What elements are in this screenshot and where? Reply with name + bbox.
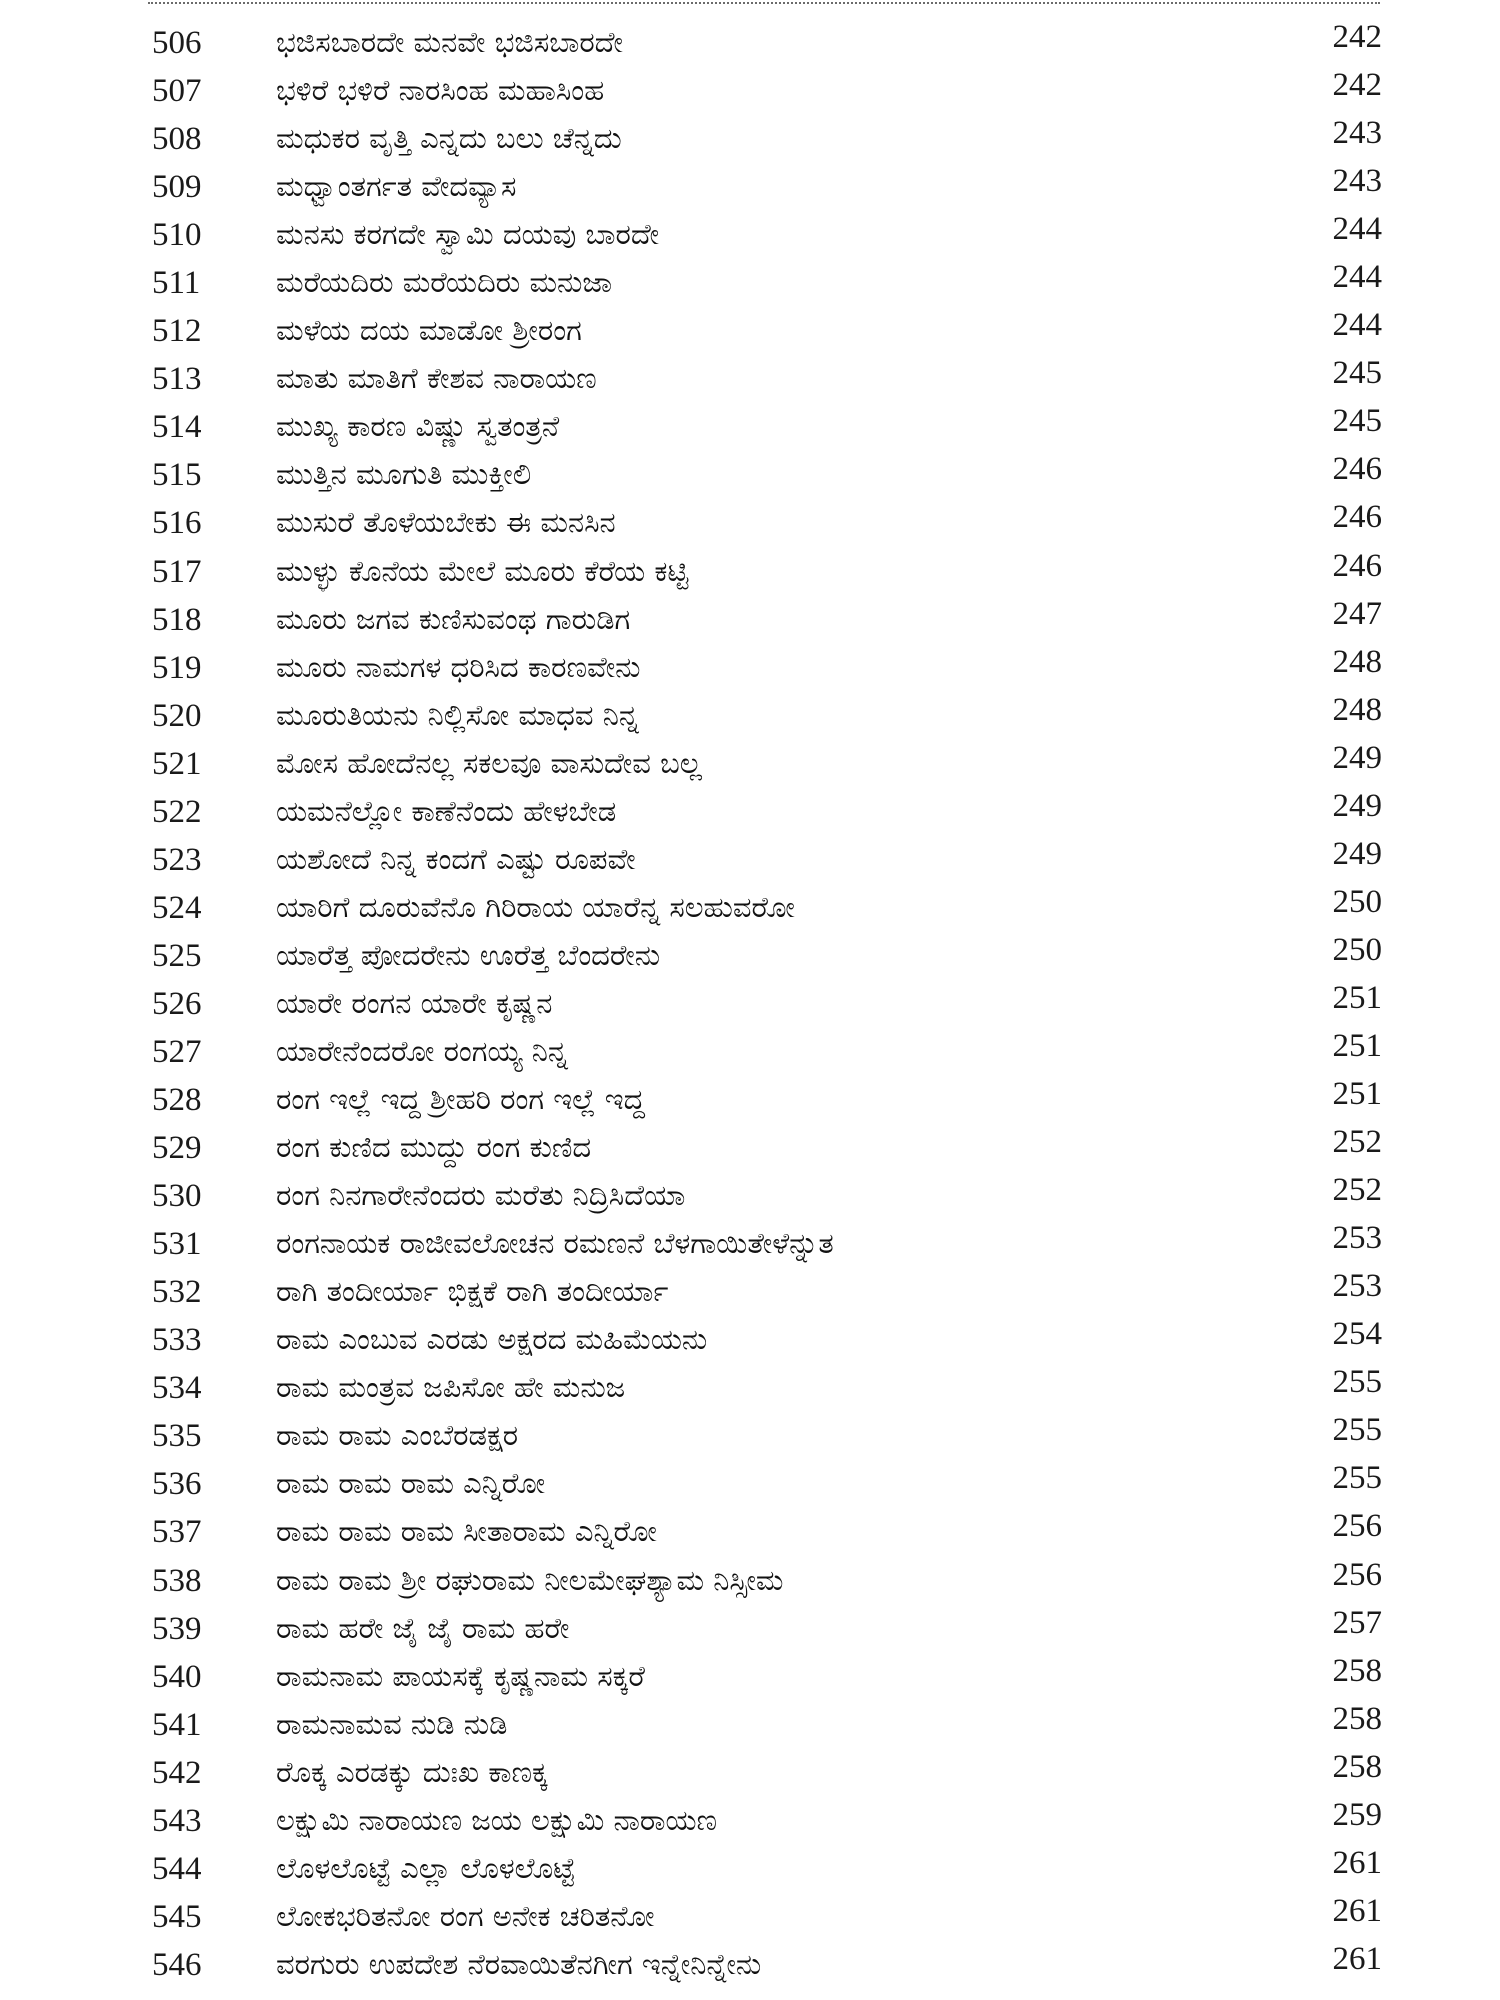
entry-number: 512 <box>152 313 202 350</box>
entry-page-number: 242 <box>1332 67 1382 104</box>
entry-title: ರಂಗ ಇಲ್ಲೆ ಇದ್ದ ಶ್ರೀಹರಿ ರಂಗ ಇಲ್ಲೆ ಇದ್ದ <box>276 1082 645 1117</box>
entry-page-number: 261 <box>1332 1940 1382 1977</box>
entry-title: ಮೂರುತಿಯನು ನಿಲ್ಲಿಸೋ ಮಾಧವ ನಿನ್ನ <box>276 697 639 732</box>
entry-number: 506 <box>152 25 202 61</box>
entry-page-number: 249 <box>1332 787 1382 824</box>
entry-number: 537 <box>152 1514 202 1551</box>
toc-entry <box>0 1170 1500 1218</box>
entry-number: 513 <box>152 361 202 398</box>
entry-number: 543 <box>152 1802 202 1839</box>
entry-title: ಮೂರು ನಾಮಗಳ ಧರಿಸಿದ ಕಾರಣವೇನು <box>276 649 641 684</box>
table-of-contents <box>0 17 1500 1987</box>
entry-title: ಮೋಸ ಹೋದೆನಲ್ಲ ಸಕಲವೂ ವಾಸುದೇವ ಬಲ್ಲ <box>276 745 702 780</box>
toc-entry <box>0 305 1500 353</box>
toc-entry <box>0 1074 1500 1122</box>
toc-entry <box>0 353 1500 401</box>
entry-number: 510 <box>152 217 202 254</box>
entry-number: 521 <box>152 745 202 782</box>
toc-entry <box>0 257 1500 305</box>
toc-entry <box>0 1843 1500 1891</box>
toc-entry <box>0 1699 1500 1747</box>
entry-page-number: 252 <box>1332 1172 1382 1209</box>
toc-entry <box>0 1410 1500 1458</box>
entry-title: ವರಗುರು ಉಪದೇಶ ನೆರವಾಯಿತೆನಗೀಗ ಇನ್ನೇನಿನ್ನೇನು <box>276 1946 762 1981</box>
toc-entry <box>0 449 1500 497</box>
entry-title: ಯಾರೇನೆಂದರೋ ರಂಗಯ್ಯ ನಿನ್ನ <box>276 1033 568 1068</box>
entry-title: ರಂಗನಾಯಕ ರಾಜೀವಲೋಚನ ರಮಣನೆ ಬೆಳಗಾಯಿತೇಳೆನ್ನುತ <box>276 1226 834 1261</box>
entry-title: ಯಾರೆತ್ತ ಪೋದರೇನು ಊರೆತ್ತ ಬೆಂದರೇನು <box>276 937 661 972</box>
toc-entry <box>0 1555 1500 1603</box>
entry-number: 507 <box>152 73 202 110</box>
entry-title: ಮನಸು ಕರಗದೇ ಸ್ವಾಮಿ ದಯವು ಬಾರದೇ <box>276 217 660 252</box>
toc-entry <box>0 978 1500 1026</box>
entry-number: 540 <box>152 1658 202 1695</box>
toc-entry <box>0 882 1500 930</box>
entry-title: ಲೊಳಲೊಟ್ಟೆ ಎಲ್ಲಾ ಲೊಳಲೊಟ್ಟೆ <box>276 1850 576 1885</box>
entry-page-number: 255 <box>1332 1412 1382 1449</box>
entry-page-number: 246 <box>1332 451 1382 488</box>
entry-title: ರಾಮ ರಾಮ ಎಂಬೆರಡಕ್ಷರ <box>276 1418 519 1453</box>
toc-entry <box>0 546 1500 594</box>
entry-number: 538 <box>152 1562 202 1599</box>
toc-entry <box>0 1891 1500 1939</box>
entry-page-number: 253 <box>1332 1268 1382 1305</box>
entry-title: ಲೋಕಭರಿತನೋ ರಂಗ ಅನೇಕ ಚರಿತನೋ <box>276 1898 655 1933</box>
entry-title: ರಂಗ ನಿನಗಾರೇನೆಂದರು ಮರೆತು ನಿದ್ರಿಸಿದೆಯಾ <box>276 1178 686 1213</box>
entry-title: ಮುಸುರೆ ತೊಳೆಯಬೇಕು ಈ ಮನಸಿನ <box>276 505 616 540</box>
entry-page-number: 248 <box>1332 643 1382 680</box>
entry-number: 508 <box>152 121 202 158</box>
entry-page-number: 243 <box>1332 115 1382 152</box>
entry-title: ರಾಮ ರಾಮ ಶ್ರೀ ರಘುರಾಮ ನೀಲಮೇಘಶ್ಯಾಮ ನಿಸ್ಸೀಮ <box>276 1562 784 1597</box>
entry-page-number: 258 <box>1332 1652 1382 1689</box>
entry-page-number: 245 <box>1332 355 1382 392</box>
entry-title: ಭಜಿಸಬಾರದೇ ಮನವೇ ಭಜಿಸಬಾರದೇ <box>276 25 623 59</box>
entry-number: 511 <box>152 265 201 302</box>
entry-number: 528 <box>152 1082 202 1119</box>
entry-title: ರಾಮನಾಮವ ನುಡಿ ನುಡಿ <box>276 1706 508 1741</box>
entry-title: ಭಳಿರೆ ಭಳಿರೆ ನಾರಸಿಂಹ ಮಹಾಸಿಂಹ <box>276 73 605 108</box>
entry-page-number: 250 <box>1332 883 1382 920</box>
toc-entry <box>0 1026 1500 1074</box>
entry-number: 529 <box>152 1130 202 1167</box>
toc-entry <box>0 1747 1500 1795</box>
entry-number: 526 <box>152 985 202 1022</box>
entry-page-number: 259 <box>1332 1796 1382 1833</box>
entry-page-number: 251 <box>1332 1027 1382 1064</box>
entry-number: 535 <box>152 1418 202 1455</box>
entry-page-number: 251 <box>1332 979 1382 1016</box>
entry-title: ಯಶೋದೆ ನಿನ್ನ ಕಂದಗೆ ಎಷ್ಟು ರೂಪವೇ <box>276 841 636 876</box>
entry-page-number: 258 <box>1332 1700 1382 1737</box>
entry-number: 509 <box>152 169 202 206</box>
entry-page-number: 244 <box>1332 259 1382 296</box>
entry-page-number: 246 <box>1332 547 1382 584</box>
entry-title: ಮೂರು ಜಗವ ಕುಣಿಸುವಂಥ ಗಾರುಡಿಗ <box>276 601 631 636</box>
entry-title: ಮಧುಕರ ವೃತ್ತಿ ಎನ್ನದು ಬಲು ಚೆನ್ನದು <box>276 121 622 156</box>
entry-title: ರಾಗಿ ತಂದೀರ್ಯಾ ಭಿಕ್ಷಕೆ ರಾಗಿ ತಂದೀರ್ಯಾ <box>276 1274 669 1309</box>
entry-title: ಮುತ್ತಿನ ಮೂಗುತಿ ಮುಕ್ತೀಲಿ <box>276 457 532 492</box>
entry-title: ಯಮನೆಲ್ಲೋ ಕಾಣೆನೆಂದು ಹೇಳಬೇಡ <box>276 793 617 828</box>
toc-entry <box>0 209 1500 257</box>
toc-entry <box>0 690 1500 738</box>
entry-page-number: 261 <box>1332 1892 1382 1929</box>
toc-entry <box>0 497 1500 545</box>
toc-entry <box>0 834 1500 882</box>
toc-entry <box>0 1458 1500 1506</box>
toc-entry <box>0 1122 1500 1170</box>
entry-page-number: 257 <box>1332 1604 1382 1641</box>
entry-page-number: 246 <box>1332 499 1382 536</box>
entry-number: 536 <box>152 1466 202 1503</box>
entry-number: 531 <box>152 1226 202 1263</box>
entry-number: 539 <box>152 1610 202 1647</box>
toc-entry <box>0 1795 1500 1843</box>
entry-title: ರಾಮ ಮಂತ್ರವ ಜಪಿಸೋ ಹೇ ಮನುಜ <box>276 1370 626 1405</box>
entry-page-number: 255 <box>1332 1460 1382 1497</box>
entry-number: 523 <box>152 841 202 878</box>
toc-entry <box>0 161 1500 209</box>
entry-title: ರಾಮ ರಾಮ ರಾಮ ಎನ್ನಿರೋ <box>276 1466 546 1501</box>
toc-entry <box>0 1939 1500 1987</box>
entry-number: 520 <box>152 697 202 734</box>
entry-page-number: 244 <box>1332 211 1382 248</box>
entry-number: 534 <box>152 1370 202 1407</box>
toc-entry <box>0 594 1500 642</box>
entry-title: ರಂಗ ಕುಣಿದ ಮುದ್ದು ರಂಗ ಕುಣಿದ <box>276 1130 592 1165</box>
entry-title: ರಾಮ ಹರೇ ಜೈ ಜೈ ರಾಮ ಹರೇ <box>276 1610 570 1645</box>
entry-title: ಮಾತು ಮಾತಿಗೆ ಕೇಶವ ನಾರಾಯಣ <box>276 361 597 396</box>
toc-entry <box>0 65 1500 113</box>
entry-number: 532 <box>152 1274 202 1311</box>
entry-page-number: 249 <box>1332 835 1382 872</box>
entry-page-number: 248 <box>1332 691 1382 728</box>
entry-number: 525 <box>152 937 202 974</box>
toc-entry <box>0 1314 1500 1362</box>
entry-title: ಮರೆಯದಿರು ಮರೆಯದಿರು ಮನುಜಾ <box>276 265 613 300</box>
top-dotted-rule <box>148 2 1380 4</box>
entry-title: ಮುಳ್ಳು ಕೊನೆಯ ಮೇಲೆ ಮೂರು ಕೆರೆಯ ಕಟ್ಟಿ <box>276 553 689 588</box>
entry-number: 533 <box>152 1322 202 1359</box>
entry-page-number: 251 <box>1332 1076 1382 1113</box>
toc-entry <box>0 1651 1500 1699</box>
entry-page-number: 242 <box>1332 19 1382 55</box>
entry-number: 545 <box>152 1898 202 1935</box>
entry-page-number: 243 <box>1332 163 1382 200</box>
toc-entry <box>0 930 1500 978</box>
entry-title: ಮಳೆಯ ದಯ ಮಾಡೋ ಶ್ರೀರಂಗ <box>276 313 582 348</box>
toc-entry <box>0 1218 1500 1266</box>
toc-entry <box>0 642 1500 690</box>
entry-title: ರಾಮನಾಮ ಪಾಯಸಕ್ಕೆ ಕೃಷ್ಣನಾಮ ಸಕ್ಕರೆ <box>276 1658 645 1693</box>
entry-title: ಯಾರೇ ರಂಗನ ಯಾರೇ ಕೃಷ್ಣನ <box>276 985 553 1020</box>
toc-entry <box>0 1506 1500 1554</box>
entry-page-number: 249 <box>1332 739 1382 776</box>
toc-entry <box>0 401 1500 449</box>
toc-entry <box>0 786 1500 834</box>
toc-entry <box>0 113 1500 161</box>
entry-number: 514 <box>152 409 202 446</box>
entry-number: 515 <box>152 457 202 494</box>
entry-number: 527 <box>152 1033 202 1070</box>
entry-number: 522 <box>152 793 202 830</box>
entry-title: ರಾಮ ರಾಮ ರಾಮ ಸೀತಾರಾಮ ಎನ್ನಿರೋ <box>276 1514 657 1549</box>
entry-page-number: 245 <box>1332 403 1382 440</box>
entry-title: ಲಕ್ಷುಮಿ ನಾರಾಯಣ ಜಯ ಲಕ್ಷುಮಿ ನಾರಾಯಣ <box>276 1802 718 1837</box>
entry-page-number: 255 <box>1332 1364 1382 1401</box>
entry-page-number: 244 <box>1332 307 1382 344</box>
toc-entry <box>0 1603 1500 1651</box>
entry-number: 519 <box>152 649 202 686</box>
entry-page-number: 247 <box>1332 595 1382 632</box>
toc-entry <box>0 1266 1500 1314</box>
entry-number: 518 <box>152 601 202 638</box>
toc-entry <box>0 17 1500 65</box>
entry-title: ಮಧ್ವಾಂತರ್ಗತ ವೇದವ್ಯಾಸ <box>276 169 517 204</box>
entry-title: ರಾಮ ಎಂಬುವ ಎರಡು ಅಕ್ಷರದ ಮಹಿಮೆಯನು <box>276 1322 708 1357</box>
entry-number: 546 <box>152 1946 202 1983</box>
entry-title: ಯಾರಿಗೆ ದೂರುವೆನೊ ಗಿರಿರಾಯ ಯಾರೆನ್ನ ಸಲಹುವರೋ <box>276 889 795 924</box>
entry-title: ರೊಕ್ಕ ಎರಡಕ್ಕು ದುಃಖ ಕಾಣಕ್ಕ <box>276 1754 548 1789</box>
entry-number: 542 <box>152 1754 202 1791</box>
toc-entry <box>0 1362 1500 1410</box>
entry-page-number: 256 <box>1332 1556 1382 1593</box>
entry-page-number: 258 <box>1332 1748 1382 1785</box>
entry-page-number: 256 <box>1332 1508 1382 1545</box>
entry-page-number: 252 <box>1332 1124 1382 1161</box>
toc-entry <box>0 738 1500 786</box>
entry-number: 516 <box>152 505 202 542</box>
entry-page-number: 254 <box>1332 1316 1382 1353</box>
entry-number: 541 <box>152 1706 202 1743</box>
entry-number: 524 <box>152 889 202 926</box>
entry-page-number: 261 <box>1332 1844 1382 1881</box>
entry-number: 544 <box>152 1850 202 1887</box>
entry-number: 530 <box>152 1178 202 1215</box>
entry-title: ಮುಖ್ಯ ಕಾರಣ ವಿಷ್ಣು ಸ್ವತಂತ್ರನೆ <box>276 409 560 444</box>
entry-number: 517 <box>152 553 202 590</box>
entry-page-number: 253 <box>1332 1220 1382 1257</box>
entry-page-number: 250 <box>1332 931 1382 968</box>
